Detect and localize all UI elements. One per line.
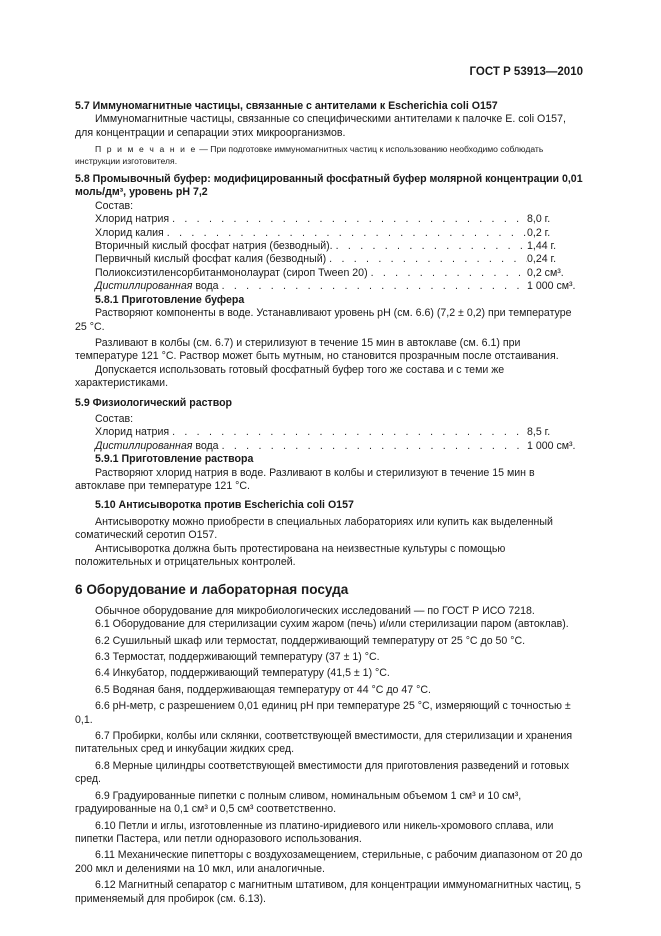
ingredient-amount: 0,2 г. bbox=[527, 226, 551, 239]
dot-leader bbox=[368, 267, 527, 280]
section-5-9-heading: 5.9 Физиологический раствор bbox=[75, 396, 233, 409]
section-6-heading: 6 Оборудование и лабораторная посуда bbox=[75, 582, 349, 598]
composition-row bbox=[75, 240, 585, 253]
ingredient-amount: 1 000 см³. bbox=[527, 439, 576, 452]
equipment-item: 6.8 Мерные цилиндры соответствующей вместимости для приготовления разведений и готовых сред. bbox=[75, 759, 570, 786]
ingredient-amount: 0,2 см³. bbox=[527, 266, 564, 279]
section-5-8-1-text-2: Разливают в колбы (см. 6.7) и стерилизуют в течение 15 мин в автоклаве (см. 6.1) при температуре 121 °С. Раствор может быть мутным, но становится прозрачным после отстаивания. bbox=[75, 336, 559, 363]
equipment-item: 6.7 Пробирки, колбы или склянки, соответствующей вместимости, для стерилизации и хранения питательных сред и инкубации жидких сред. bbox=[75, 730, 573, 756]
ingredient-name: Хлорид натрия bbox=[95, 213, 170, 226]
section-6-intro: Обычное оборудование для микробиологических исследований — по ГОСТ Р ИСО 7218. bbox=[95, 604, 535, 617]
composition-row bbox=[75, 227, 585, 240]
equipment-item: 6.1 Оборудование для стерилизации сухим жаром (печь) и/или стерилизации паром (автоклав). bbox=[95, 618, 569, 631]
ingredient-name: Вторичный кислый фосфат натрия (безводный). bbox=[95, 240, 333, 253]
ingredient-name bbox=[95, 440, 219, 453]
equipment-item: 6.3 Термостат, поддерживающий температуру (37 ± 1) °С. bbox=[95, 651, 380, 664]
section-5-7-note bbox=[75, 144, 585, 167]
dot-leader bbox=[169, 426, 527, 439]
ingredient-name bbox=[95, 280, 219, 293]
section-5-10-heading: 5.10 Антисыворотка против Escherichia coli O157 bbox=[95, 499, 354, 512]
section-5-8-1-text-3: Допускается использовать готовый фосфатный буфер того же состава и с теми же характеристиками. bbox=[75, 363, 505, 390]
water-word: вода bbox=[192, 280, 219, 293]
ingredient-amount: 1 000 см³. bbox=[527, 280, 576, 293]
ingredient-name: Полиоксиэтиленсорбитанмонолаурат (сироп Tween 20) bbox=[95, 266, 368, 279]
section-5-9-1-text: Растворяют хлорид натрия в воде. Разливают в колбы и стерилизуют в течение 15 мин в автоклаве при температуре 121 °С. bbox=[75, 466, 535, 492]
section-5-9-composition-label: Состав: bbox=[95, 412, 134, 425]
dot-leader bbox=[164, 227, 527, 240]
standard-header: ГОСТ Р 53913—2010 bbox=[469, 66, 583, 78]
dot-leader bbox=[326, 253, 527, 266]
ingredient-amount: 0,24 г. bbox=[527, 253, 557, 266]
section-5-7-text: Иммуномагнитные частицы, связанные со специфическими антителами к палочке E. coli O157, для концентрации и сепарации этих микроорганизмов. bbox=[75, 113, 566, 139]
dot-leader bbox=[219, 280, 527, 293]
note-label: П р и м е ч а н и е bbox=[95, 144, 197, 155]
composition-row bbox=[75, 267, 585, 280]
equipment-item: 6.2 Сушильный шкаф или термостат, поддерживающий температуру от 25 °С до 50 °С. bbox=[95, 634, 526, 647]
dot-leader bbox=[333, 240, 527, 253]
equipment-item: 6.11 Механические пипетторы с воздухозамещением, стерильные, с рабочим диапазоном от 20 до 200 мкл и делениями на 10 мкл, или аналогичные. bbox=[75, 849, 583, 875]
ingredient-name: Хлорид калия bbox=[95, 226, 164, 239]
ingredient-amount: 1,44 г. bbox=[527, 240, 557, 253]
equipment-item: 6.6 рН-метр, с разрешением 0,01 единиц рН при температуре 25 °С, измеряющий с точностью ± 0,1. bbox=[75, 700, 571, 726]
ingredient-name: Первичный кислый фосфат калия (безводный) bbox=[95, 253, 327, 266]
equipment-item: 6.9 Градуированные пипетки с полным сливом, номинальным объемом 1 см³ и 10 см³, градуированные на 0,1 см³ и 0,5 см³ соответственно. bbox=[75, 789, 522, 816]
section-5-9-1-heading: 5.9.1 Приготовление раствора bbox=[95, 453, 254, 466]
water-italic-word: Дистиллированная bbox=[95, 439, 193, 452]
dot-leader bbox=[169, 213, 527, 226]
section-5-8-heading: 5.8 Промывочный буфер: модифицированный фосфатный буфер молярной концентрации 0,01 моль/дм³, уровень рН 7,2 bbox=[75, 173, 583, 199]
composition-row-water bbox=[75, 280, 585, 293]
composition-row bbox=[75, 213, 585, 226]
water-italic-word: Дистиллированная bbox=[95, 280, 193, 293]
note-text: — При подготовке иммуномагнитных частиц к использованию необходимо соблюдать инструкции изготовителя. bbox=[75, 144, 544, 166]
ingredient-name: Хлорид натрия bbox=[95, 426, 170, 439]
equipment-item: 6.4 Инкубатор, поддерживающий температуру (41,5 ± 1) °С. bbox=[95, 667, 390, 680]
water-word: вода bbox=[192, 439, 219, 452]
section-5-10-text-1: Антисыворотку можно приобрести в специальных лабораториях или купить как выделенный соматический серотип O157. bbox=[75, 515, 553, 542]
composition-row bbox=[75, 253, 585, 266]
equipment-item: 6.12 Магнитный сепаратор с магнитным штативом, для концентрации иммуномагнитных частиц, применяемый для пробирок (см. 6.13). bbox=[75, 879, 573, 905]
document-content bbox=[75, 100, 585, 906]
composition-row-water bbox=[75, 440, 585, 453]
section-5-8-1-heading: 5.8.1 Приготовление буфера bbox=[95, 293, 245, 306]
ingredient-amount: 8,5 г. bbox=[527, 426, 551, 439]
equipment-item: 6.10 Петли и иглы, изготовленные из платино-иридиевого или никель-хромового сплава, или пипетки Пастера, или петли одноразового использования. bbox=[75, 819, 554, 845]
dot-leader bbox=[219, 440, 527, 453]
section-5-7-heading: 5.7 Иммуномагнитные частицы, связанные с антителами к Escherichia coli O157 bbox=[75, 100, 498, 112]
section-5-8-1-text-1: Растворяют компоненты в воде. Устанавливают уровень рН (см. 6.6) (7,2 ± 0,2) при температуре 25 °С. bbox=[75, 307, 572, 333]
section-5-10-text-2: Антисыворотка должна быть протестирована на неизвестные культуры с помощью положительных и отрицательных контролей. bbox=[75, 542, 506, 568]
equipment-item: 6.5 Водяная баня, поддерживающая температуру от 44 °С до 47 °С. bbox=[95, 683, 431, 696]
page-number: 5 bbox=[575, 880, 581, 892]
ingredient-amount: 8,0 г. bbox=[527, 213, 551, 226]
section-5-8-composition-label: Состав: bbox=[95, 199, 134, 212]
composition-row bbox=[75, 426, 585, 439]
